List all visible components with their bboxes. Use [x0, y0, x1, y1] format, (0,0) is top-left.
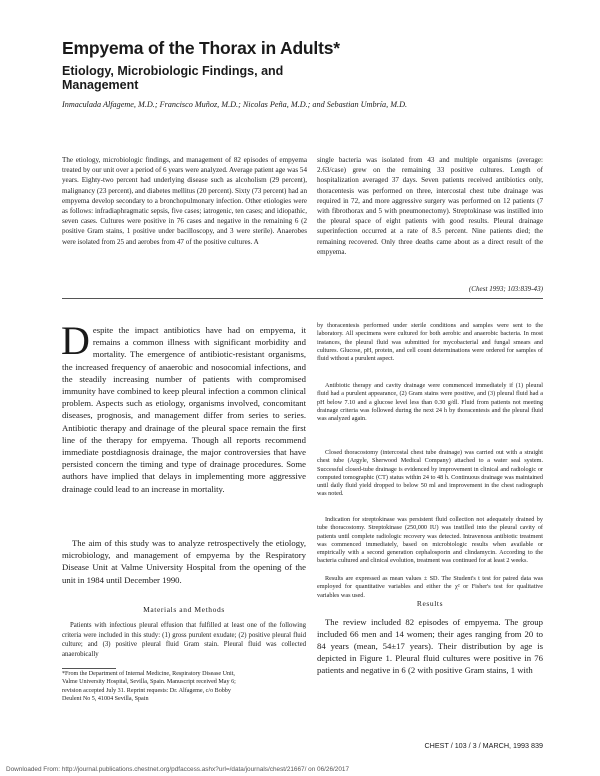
affiliation-footnote: *From the Department of Internal Medicine, Respiratory Disease Unit, Valme University Hospital, Sevilla, Spain. Manuscript received May 6; revision accepted July 31. Reprint requests: Dr. Alfageme, c/o Bobby Deulent No 5, 41004 Sevilla, Spain: [62, 671, 236, 702]
download-line[interactable]: Downloaded From: http://journal.publications.chestnet.org/pdfaccess.ashx?url=/data/journals/chest/21667/ on 06/26/2017: [6, 766, 350, 773]
methods-heading: Materials and Methods: [143, 605, 225, 614]
methods-continued-paragraph: by thoracentesis performed under sterile conditions and samples were sent to the laboratory. All specimens were cultured for both aerobic and anaerobic bacteria. In most instances, the pleural fluid was submitted for mycobacterial and fungal smears and cultures. Glucose, pH, protein, and cell count determinations were ordered for samples of fluid without a purulent aspect.: [317, 322, 543, 363]
journal-footer: CHEST / 103 / 3 / MARCH, 1993 839: [424, 741, 543, 750]
author-list: Inmaculada Alfageme, M.D.; Francisco Muñoz, M.D.; Nicolas Peña, M.D.; and Sebastian Umbría, M.D.: [62, 100, 408, 109]
footnote-divider: [62, 668, 116, 669]
drop-cap: D: [61, 318, 90, 363]
journal-citation: (Chest 1993; 103:839-43): [468, 285, 543, 293]
abstract-divider: [62, 298, 543, 299]
aim-paragraph: The aim of this study was to analyze retrospectively the etiology, microbiology, and management of empyema by the Respiratory Disease Unit at Valme University Hospital from the opening of the unit in 1984 until December 1990.: [62, 538, 306, 585]
streptokinase-paragraph: Indication for streptokinase was persistent fluid collection not adequately drained by tube thoracostomy. Streptokinase (250,000 IU) was instilled into the pleural cavity of patients until complete radiologic recovery was detected. Intravenous antibiotic treatment was commenced immediately, based on microbiologic results when available or empirically with a second generation cephalosporin and clindamycin. According to the bacteria cultured and clinical evolution, treatment was continued for at least 2 weeks.: [317, 516, 543, 565]
results-heading: Results: [416, 599, 444, 608]
article-subtitle: Etiology, Microbiologic Findings, and Management: [62, 64, 284, 92]
article-title: Empyema of the Thorax in Adults*: [62, 38, 340, 58]
results-paragraph: The review included 82 episodes of empyema. The group included 66 men and 14 women; their ages ranging from 20 to 84 years (mean, 54±17 years). Their distribution by age is depicted in Figure 1. Pleural fluid cultures were positive in 76 patients and negative in 6 (2 with positive Gram stains, 1 with: [317, 617, 543, 676]
introduction-text: espite the impact antibiotics have had on empyema, it remains a common illness with significant morbidity and mortality. The emergence of antibiotic-resistant organisms, the increased frequency of anaerobic and nosocomial infections, and the steadily increasing number of patients with compromised immunity have combined to keep pleural infection a common clinical problem. Aspects such as etiology, organisms involved, concomitant diseases, prognosis, and management differ from series to series. Antibiotic therapy and drainage of the pleural space remain the first line of the therapy for empyema. Though all reports recommend immediate postdiagnosis drainage, the major controversies that have persisted concern the timing and type of drainage procedures. Some authors have implied that delays in implementing more aggressive drainage could lead to an increase in mortality.: [62, 325, 306, 494]
abstract-right-column: single bacteria was isolated from 43 and multiple organisms (average: 2.63/case) grew on the remaining 33 positive cultures. Length of hospitalization averaged 37 days. Seven patients received antibiotics only, thoracentesis was performed on three, intercostal chest tube drainage was required in 72, and more aggressive surgery was performed on 12 patients (7 with fibrothorax and 5 with pneumonectomy). Streptokinase was instilled into the pleural space of eight patients with good results. Pleural drainage superinfection occurred at a rate of 8.5 percent. Nine patients died; the remaining recovered. Only three deaths came about as a direct result of the empyema.: [317, 156, 543, 256]
statistics-paragraph: Results are expressed as mean values ± SD. The Student's t test for paired data was employed for quantitative variables and either the χ² or Fisher's test for qualitative variables was used.: [317, 575, 543, 599]
abstract-left-column: The etiology, microbiologic findings, and management of 82 episodes of empyema treated by our unit over a period of 6 years were analyzed. Average patient age was 54 years. Eighty-two percent had underlying disease such as alcoholism (29 percent), malignancy (23 percent), and diabetes mellitus (20 percent). Sixty (73 percent) had an empyema develop secondary to a bronchopulmonary infection. Other etiologies were as follows: infradiaphragmatic sepsis, five cases; iatrogenic, ten cases; and idiopathic, seven cases. Cultures were positive in 76 cases and negative in the remaining 6 (2 positive Gram stains, 1 positive under bacilloscopy, and 3 were sterile). Anaerobes were isolated from 25 and aerobes from 47 of the positive cultures. A: [62, 156, 307, 246]
thoracostomy-paragraph: Closed thoracostomy (intercostal chest tube drainage) was carried out with a straight chest tube (Argyle, Sherwood Medical Company) attached to a water seal system. Successful closed-tube drainage is evidenced by improvement in clinical and radiologic or computed tomographic (CT) status within 24 to 48 h. Continuous drainage was maintained until daily fluid yield dropped to below 50 ml and improvement in the chest radiograph was noted.: [317, 449, 543, 498]
antibiotic-therapy-paragraph: Antibiotic therapy and cavity drainage were commenced immediately if (1) pleural fluid had a purulent appearance, (2) Gram stains were positive, and (3) pleural fluid had a pH below 7.10 and a glucose level less than 0.30 g/dl. Fluid from patients not meeting drainage criteria was followed during the next 24 h by thoracentesis and the pleural fluid was analyzed again.: [317, 382, 543, 423]
introduction-paragraph: [61, 318, 306, 495]
methods-paragraph: Patients with infectious pleural effusion that fulfilled at least one of the following criteria were included in this study: (1) gross purulent exudate; (2) positive pleural fluid culture; and (3) positive pleural fluid Gram stain. Pleural fluid was collected anaerobically: [62, 622, 306, 659]
